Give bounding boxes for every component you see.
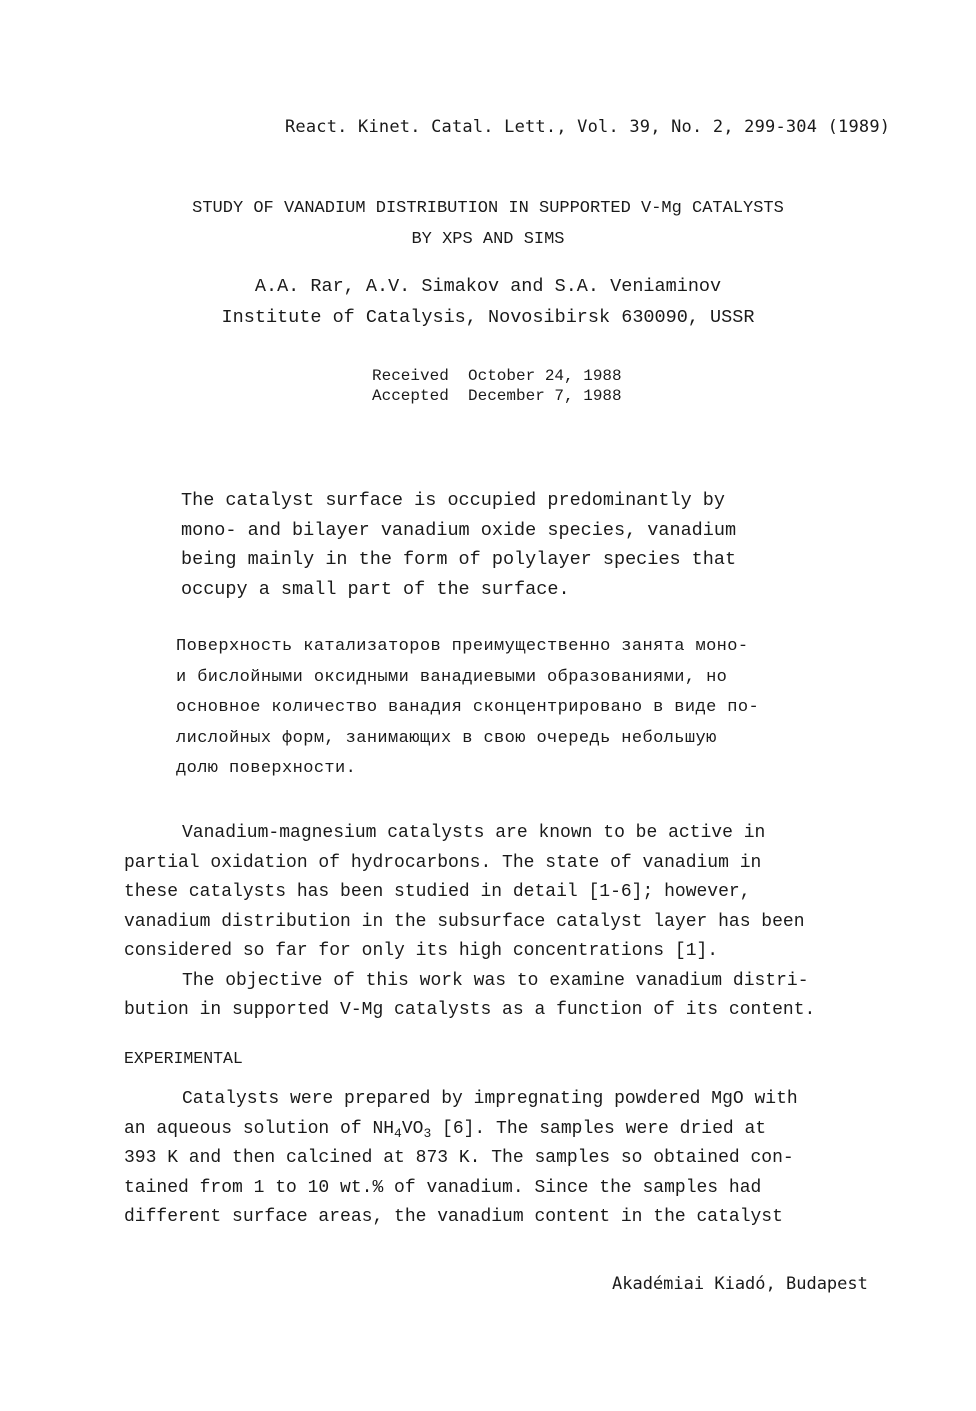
paper-title [120, 193, 856, 255]
body-line: these catalysts has been studied in detail [1-6]; however, [124, 882, 751, 902]
body-line: bution in supported V-Mg catalysts as a function of its content. [124, 1000, 816, 1020]
abstract-english [181, 486, 736, 605]
body-line: tained from 1 to 10 wt.% of vanadium. Since the samples had [124, 1177, 762, 1198]
abstract-line: Поверхность катализаторов преимущественно занята моно- [176, 637, 749, 656]
accepted-date: December 7, 1988 [468, 387, 622, 405]
received-date: October 24, 1988 [468, 367, 622, 385]
author-block [120, 271, 856, 333]
abstract-line: лислойных форм, занимающих в свою очередь небольшую [176, 728, 717, 748]
body-line [124, 1115, 798, 1145]
body-line: vanadium distribution in the subsurface catalyst layer has been [124, 911, 805, 932]
subscript: 4 [394, 1125, 402, 1141]
text-run: [6]. The samples were dried at [431, 1118, 767, 1139]
author-affiliation: Institute of Catalysis, Novosibirsk 630090, USSR [221, 307, 755, 328]
text-run: VO [401, 1118, 424, 1139]
abstract-line: долю поверхности. [176, 759, 357, 778]
body-line: 393 K and then calcined at 873 K. The samples so obtained con- [124, 1148, 794, 1169]
body-line: partial oxidation of hydrocarbons. The state of vanadium in [124, 852, 762, 873]
abstract-line: being mainly in the form of polylayer species that [181, 549, 737, 571]
received-label: Received [372, 367, 449, 385]
body-line: different surface areas, the vanadium content in the catalyst [124, 1207, 783, 1228]
text-run: an aqueous solution of NH [124, 1118, 395, 1139]
body-line: Vanadium-magnesium catalysts are known to be active in [182, 823, 766, 843]
experimental-text [124, 1085, 798, 1233]
abstract-russian [176, 632, 759, 785]
abstract-line: The catalyst surface is occupied predominantly by [181, 490, 725, 511]
submission-dates [372, 366, 622, 406]
publisher-name: Akadémiai Kiadó, Budapest [612, 1274, 868, 1294]
body-line: Catalysts were prepared by impregnating powdered MgO with [182, 1089, 798, 1109]
journal-citation: React. Kinet. Catal. Lett., Vol. 39, No. 2, 299-304 (1989) [285, 117, 891, 137]
abstract-line: mono- and bilayer vanadium oxide species, vanadium [181, 519, 737, 541]
title-line: STUDY OF VANADIUM DISTRIBUTION IN SUPPORTED V-Mg CATALYSTS [192, 199, 784, 218]
abstract-line: основное количество ванадия сконцентрировано в виде по- [176, 698, 760, 717]
title-line: BY XPS AND SIMS [411, 230, 565, 249]
abstract-line: occupy a small part of the surface. [181, 579, 570, 601]
section-heading-experimental: EXPERIMENTAL [124, 1049, 243, 1068]
body-line: The objective of this work was to examine vanadium distri- [182, 970, 809, 991]
author-names: A.A. Rar, A.V. Simakov and S.A. Veniaminov [254, 276, 722, 297]
received-row [372, 366, 622, 386]
accepted-label: Accepted [372, 387, 449, 405]
body-line: considered so far for only its high concentrations [1]. [124, 941, 719, 961]
introduction-text [124, 819, 815, 1026]
subscript: 3 [423, 1125, 432, 1141]
abstract-line: и бислойными оксидными ванадиевыми образованиями, но [176, 667, 728, 687]
accepted-row [372, 386, 622, 406]
